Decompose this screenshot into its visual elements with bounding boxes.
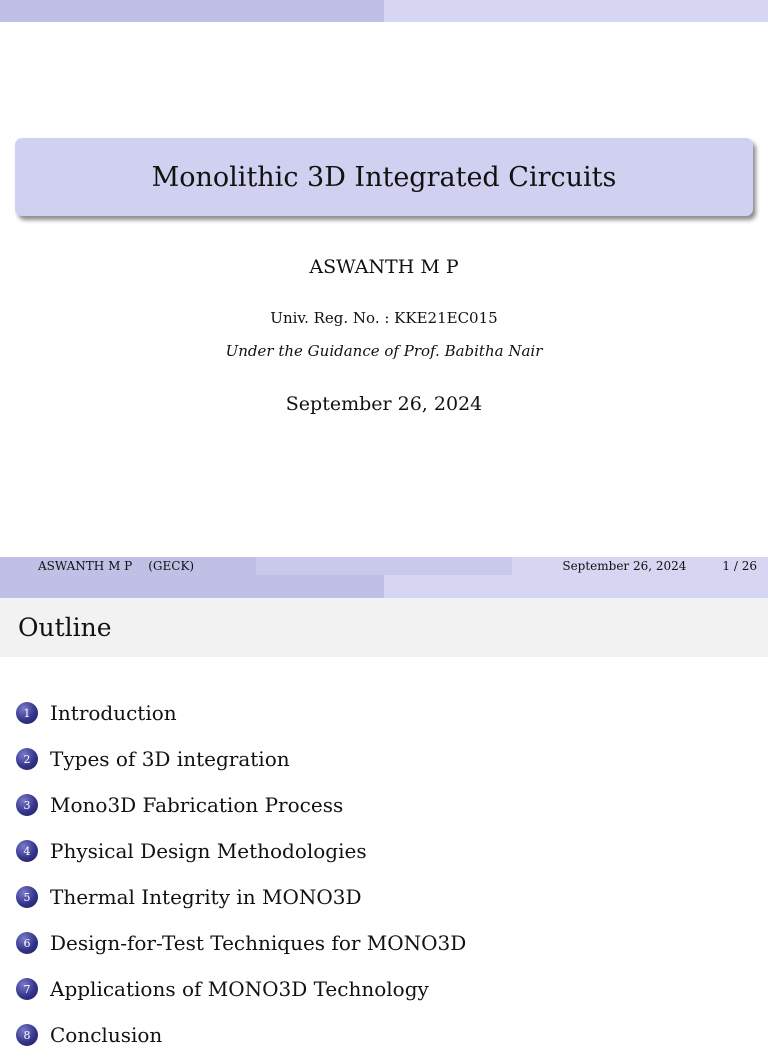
outline-item-label: Applications of MONO3D Technology [50, 977, 429, 1001]
presentation-date: September 26, 2024 [285, 393, 483, 415]
section-number-ball: 1 [16, 702, 38, 724]
slide-header-bar [0, 575, 768, 598]
outline-item[interactable] [16, 920, 466, 966]
presentation-title: Monolithic 3D Integrated Circuits [151, 161, 617, 193]
section-number-ball: 7 [16, 978, 38, 1000]
outline-item-label: Mono3D Fabrication Process [50, 793, 344, 817]
outline-item[interactable] [16, 690, 466, 736]
outline-item-label: Design-for-Test Techniques for MONO3D [50, 931, 467, 955]
outline-item-label: Introduction [50, 701, 177, 725]
outline-title: Outline [18, 613, 112, 642]
section-number-ball: 4 [16, 840, 38, 862]
outline-item-label: Thermal Integrity in MONO3D [50, 885, 362, 909]
section-number-ball: 8 [16, 1024, 38, 1046]
outline-item-label: Types of 3D integration [50, 747, 290, 771]
header-bar-left [0, 0, 384, 22]
outline-item[interactable] [16, 874, 466, 920]
footer-author-section [0, 557, 256, 575]
header-bar-right [384, 575, 768, 598]
outline-item[interactable] [16, 828, 466, 874]
slide-footer [0, 557, 768, 575]
section-number-ball: 5 [16, 886, 38, 908]
footer-institute: (GECK) [148, 559, 195, 573]
footer-author: ASWANTH M P [38, 559, 133, 573]
outline-item[interactable] [16, 782, 466, 828]
outline-item-label: Conclusion [50, 1023, 163, 1047]
author-name: ASWANTH M P [309, 256, 459, 278]
header-bar-left [0, 575, 384, 598]
footer-date: September 26, 2024 [562, 559, 687, 573]
registration-number: Univ. Reg. No. : KKE21EC015 [270, 309, 498, 327]
frame-title-bar [0, 598, 768, 657]
footer-middle-section [256, 557, 512, 575]
section-number-ball: 2 [16, 748, 38, 770]
footer-page-number: 1 / 26 [722, 559, 757, 573]
outline-item[interactable] [16, 966, 466, 1012]
section-number-ball: 6 [16, 932, 38, 954]
header-bar-right [384, 0, 768, 22]
slide-header-bar [0, 0, 768, 22]
outline-item[interactable] [16, 736, 466, 782]
outline-list [16, 690, 466, 1058]
section-number-ball: 3 [16, 794, 38, 816]
outline-slide [0, 575, 768, 1047]
title-box [15, 138, 753, 216]
outline-item[interactable] [16, 1012, 466, 1058]
footer-date-section [512, 557, 768, 575]
guidance-line: Under the Guidance of Prof. Babitha Nair [225, 342, 543, 360]
outline-item-label: Physical Design Methodologies [50, 839, 367, 863]
